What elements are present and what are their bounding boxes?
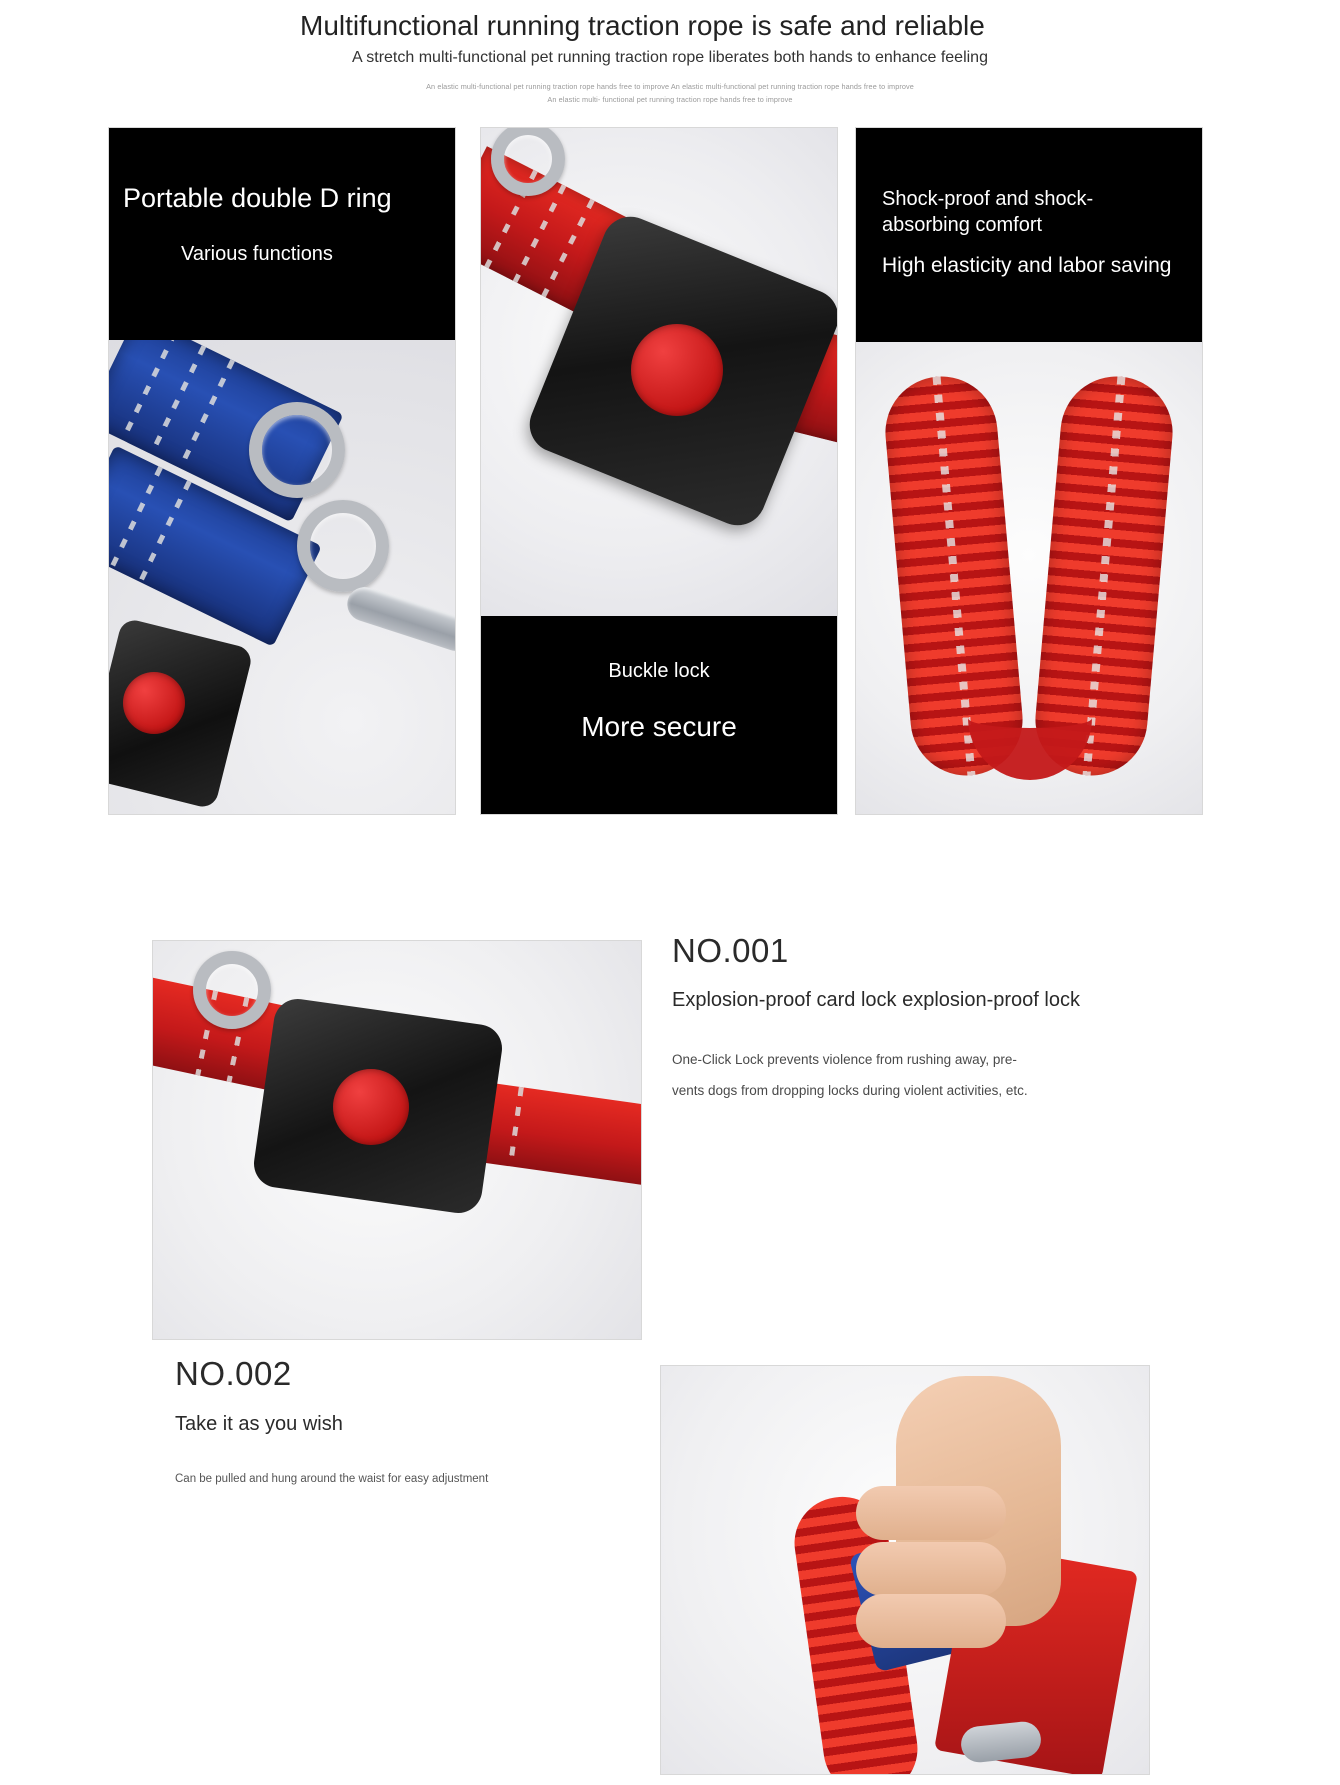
panel3-heading-line1: Shock-proof and shock-absorbing comfort (882, 187, 1094, 236)
panel2-caption-line2: More secure (581, 710, 737, 742)
feature1-headline: Explosion-proof card lock explosion-proof lock (672, 989, 1080, 1011)
panel3-heading-line2: High elasticity and labor saving (882, 253, 1172, 277)
finger-1 (856, 1486, 1006, 1540)
metal-clip (343, 582, 455, 655)
feature1-number: NO.001 (672, 932, 789, 969)
red-lock-button-icon (631, 324, 723, 416)
feature1-text-block (672, 932, 1102, 1106)
d-ring (491, 128, 565, 196)
red-lock-button-icon (333, 1069, 409, 1145)
finger-3 (856, 1594, 1006, 1648)
feature1-photo (152, 940, 642, 1340)
panel1-heading: Portable double D ring (123, 182, 392, 213)
page-header (0, 0, 1340, 107)
panel2-caption-band (481, 616, 837, 815)
finger-2 (856, 1542, 1006, 1596)
feature1-body-line2: vents dogs from dropping locks during violent activities, etc. (672, 1082, 1028, 1098)
panel2-photo (481, 128, 837, 616)
d-ring-lower (297, 500, 389, 592)
red-lock-button-icon (123, 672, 185, 734)
panel1-subheading: Various functions (181, 243, 333, 266)
feature-panel-grid (0, 127, 1340, 747)
panel3-caption-band (856, 128, 1202, 342)
panel-shock-absorbing (855, 127, 1203, 815)
feature2-body: Can be pulled and hung around the waist for easy adjustment (175, 1473, 489, 1485)
micro-text-line-1: An elastic multi-functional pet running traction rope hands free to improve An elastic multi-functional pet running traction rope hands free to improve (426, 82, 914, 91)
micro-text-line-2: An elastic multi- functional pet running traction rope hands free to improve (547, 94, 793, 104)
d-ring-upper (249, 402, 345, 498)
panel3-photo (856, 342, 1202, 815)
panel1-photo (109, 340, 455, 815)
panel2-caption-line1: Buckle lock (608, 659, 710, 682)
feature1-body-line1: One-Click Lock prevents violence from rushing away, pre- (672, 1051, 1017, 1067)
panel1-caption-band (109, 128, 455, 340)
panel-portable-d-ring (108, 127, 456, 815)
page-subtitle: A stretch multi-functional pet running traction rope liberates both hands to enhance feeling (352, 49, 988, 66)
feature2-number: NO.002 (175, 1355, 292, 1392)
feature2-photo (660, 1365, 1150, 1775)
panel-buckle-lock (480, 127, 838, 815)
page-title: Multifunctional running traction rope is safe and reliable (300, 10, 985, 41)
feature2-text-block (175, 1355, 505, 1488)
d-ring (193, 951, 271, 1029)
feature2-headline: Take it as you wish (175, 1413, 343, 1435)
